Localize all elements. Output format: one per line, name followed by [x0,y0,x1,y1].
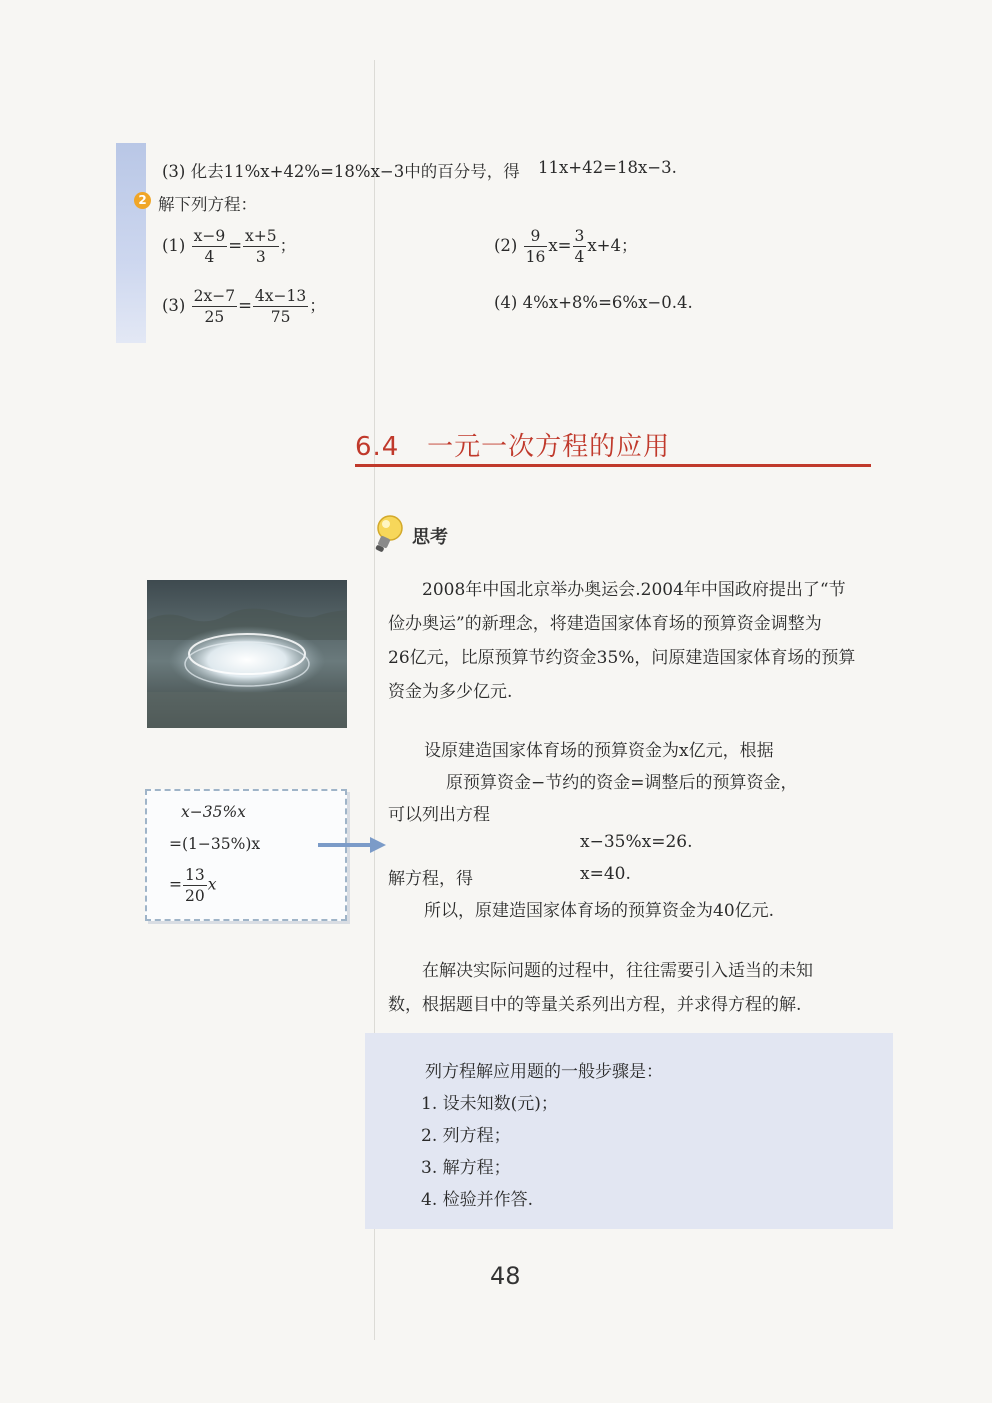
equation-3-rhs: $\frac{4x-13}{75}$ [254,287,307,326]
solution-equation: x−35%x=26. [580,832,693,852]
solution-list-equation: 可以列出方程 [388,805,490,825]
think-label: 思考 [412,527,448,548]
solution-result: x=40. [580,864,631,884]
equation-1-label: (1) [162,236,186,255]
stadium-photo [147,580,347,728]
section-heading [355,426,670,463]
problem-line-1: 2008年中国北京举办奥运会.2004年中国政府提出了“节 [422,580,846,600]
solution-setup: 设原建造国家体育场的预算资金为x亿元，根据 [424,741,774,761]
equation-3-label: (3) [162,296,186,315]
step-1: 1. 设未知数(元)； [421,1094,558,1114]
side-work-line-2: =(1−35%)x [169,835,261,853]
solution-answer: 所以，原建造国家体育场的预算资金为40亿元. [424,901,775,921]
equation-2-label: (2) [494,236,518,255]
exercise-side-bar [116,143,146,343]
exercise-item-3: (3) 化去11%x+42%=18%x−3中的百分号，得 [162,162,520,181]
equation-1: (1) $\frac{x-9}{4}$ = $\frac{x+5}{3}$ ； [162,227,297,266]
equation-3: (3) $\frac{2x-7}{25}$ = $\frac{4x-13}{75}$ ； [162,287,326,326]
step-2: 2. 列方程； [421,1126,511,1146]
summary-line-1: 在解决实际问题的过程中，往往需要引入适当的未知 [422,961,813,981]
step-3: 3. 解方程； [421,1158,511,1178]
exercise-number-badge: 2 [134,192,151,209]
step-4: 4. 检验并作答. [421,1190,534,1210]
side-work-line-1: x−35%x [181,803,246,821]
problem-line-2: 俭办奥运”的新理念，将建造国家体育场的预算资金调整为 [388,614,822,634]
equation-1-lhs: $\frac{x-9}{4}$ [193,227,226,266]
side-work-box [145,789,347,921]
equation-2: (2) $\frac{9}{16}$ x= $\frac{3}{4}$ x+4； [494,227,638,266]
summary-line-2: 数，根据题目中的等量关系列出方程，并求得方程的解. [388,995,802,1015]
problem-line-4: 资金为多少亿元. [388,682,513,702]
exercise-instruction: 解下列方程： [158,195,257,214]
problem-text [388,573,874,709]
section-title: 一元一次方程的应用 [427,432,671,462]
problem-line-3: 26亿元，比原预算节约资金35%，问原建造国家体育场的预算 [388,648,856,668]
arrow-right-icon [318,834,388,856]
lightbulb-icon [370,513,406,555]
equation-2-coef1: $\frac{9}{16}$ [525,227,546,266]
equation-1-rhs: $\frac{x+5}{3}$ [245,227,277,266]
equation-3-lhs: $\frac{2x-7}{25}$ [193,287,236,326]
solution-relation: 原预算资金−节约的资金=调整后的预算资金， [446,773,798,793]
summary-text [388,954,874,1022]
steps-heading: 列方程解应用题的一般步骤是： [425,1062,663,1082]
equation-4: (4) 4%x+8%=6%x−0.4. [494,293,693,312]
section-number: 6.4 [355,432,400,462]
equation-2-coef2: $\frac{3}{4}$ [574,227,585,266]
solution-solve-label: 解方程，得 [388,869,473,889]
side-work-line-3: = $\frac{13}{20}$ x [169,866,217,905]
exercise-item-3-result: 11x+42=18x−3. [538,158,677,177]
section-rule [355,464,871,467]
steps-box [365,1033,893,1229]
page-number: 48 [490,1262,521,1290]
